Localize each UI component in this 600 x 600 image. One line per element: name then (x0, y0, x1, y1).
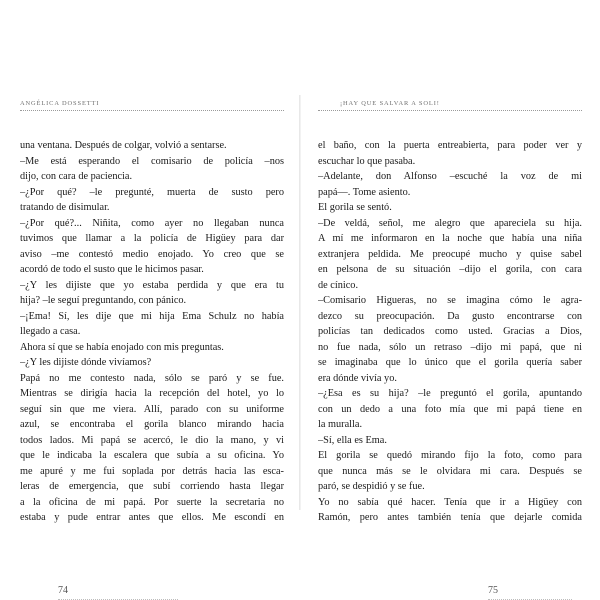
text-line: –De veldá, señol, me alegro que apareciela su hija. (318, 217, 582, 229)
running-head-title: ¡HAY QUE SALVAR A SOLI! (318, 100, 582, 111)
text-line: extranjera peldida. Me preocupé mucho y quise sabel (318, 248, 582, 260)
text-line: seguí sin que me viera. Allí, parado con su uniforme (20, 403, 284, 415)
text-line: –¿Por qué?... Niñita, como ayer no llegaban nunca (20, 217, 284, 229)
text-line: –¿Y les dijiste dónde vivíamos? (20, 357, 152, 368)
left-page (20, 100, 284, 596)
text-line: estaba y pude entrar antes que ellos. Me escondí en (20, 512, 284, 523)
text-line: una ventana. Después de colgar, volvió a sentarse. (20, 140, 227, 151)
text-line: –Adelante, don Alfonso –escuché la voz de mi (318, 171, 582, 182)
text-line: acordó de todo el susto que le hicimos pasar. (20, 264, 204, 275)
text-line: –¿Por qué? –le pregunté, muerta de susto pero (20, 186, 284, 198)
text-line: dezco su preocupación. Da gusto encontrarse con (318, 310, 582, 322)
text-line: se imaginaba que lo único que el gorila quería saber (318, 357, 582, 368)
page-number-right: 75 (488, 585, 572, 600)
left-page-body (20, 138, 284, 526)
text-line: Mientras se dirigía hacia la recepción del hotel, yo lo (20, 388, 284, 399)
text-line: leras de emergencia, que subí corriendo hasta llegar (20, 481, 284, 492)
text-line: El gorila se sentó. (318, 202, 392, 213)
text-line: Ramón, pero antes también tenía que dejarle comida (318, 512, 582, 523)
text-line: el baño, con la puerta entreabierta, para poder ver y (318, 140, 582, 151)
text-line: con un dedo a una foto mía que mi papá tiene en (318, 403, 582, 415)
right-page-body (318, 138, 582, 526)
text-line: papá—. Tome asiento. (318, 186, 411, 198)
text-line: todos lados. Mi papá se acercó, le dio la mano, y vi (20, 434, 284, 446)
text-line: azul, se encontraba el gorila blanco mirando hacia (20, 419, 284, 430)
text-line: que nunca más se le olvidara mi cara. Después se (318, 465, 582, 477)
text-line: –Me está esperando el comisario de policía –nos (20, 155, 284, 167)
text-line: hija? –le seguí preguntando, con pánico. (20, 295, 187, 306)
text-line: dijo, con cara de paciencia. (20, 171, 133, 182)
text-line: no fue nada, sólo un retraso –dijo mi papá, que ni (318, 341, 582, 353)
text-line: –¡Ema! Sí, les dije que mi hija Ema Schulz no había (20, 310, 284, 322)
text-line: –Comisario Higueras, no se imagina cómo le agra- (318, 295, 582, 306)
text-line: Yo no sabía qué hacer. Tenía que ir a Higüey con (318, 496, 582, 508)
text-line: llegado a casa. (20, 326, 81, 337)
text-line: –Sí, ella es Ema. (318, 434, 387, 446)
text-line: paró, se despidió y se fue. (318, 481, 425, 492)
text-line: Papá no me contesto nada, sólo se paró y se fue. (20, 372, 284, 384)
text-line: escuchar lo que pasaba. (318, 155, 416, 167)
page-number-left: 74 (58, 585, 178, 600)
text-line: –¿Esa es su hija? –le preguntó el gorila, apuntando (318, 388, 582, 399)
text-line: la muralla. (318, 419, 363, 430)
text-line: a la oficina de mi papá. Por suerte la secretaria no (20, 496, 284, 508)
text-line: tratando de disimular. (20, 202, 110, 213)
book-gutter (299, 95, 301, 510)
text-line: Ahora sí que se había enojado con mis preguntas. (20, 341, 224, 353)
text-line: me apuré y me fui soplada por detrás hacia las esca- (20, 465, 284, 477)
running-head-author: ANGÉLICA DOSSETTI (20, 100, 284, 111)
text-line: –¿Y les dijiste que yo estaba perdida y que era tu (20, 279, 284, 291)
text-line: que le indicaba la escalera que subía a su oficina. Yo (20, 450, 284, 461)
right-page (318, 100, 582, 596)
text-line: policías tan dedicados como usted. Gracias a Dios, (318, 326, 582, 337)
text-line: El gorila se quedó mirando fijo la foto, como para (318, 450, 582, 461)
text-line: en pelsona de su situación –dijo el gorila, con cara (318, 264, 582, 275)
text-line: tuvimos que llamar a la policía de Higüey para dar (20, 233, 284, 244)
text-line: aviso –me contestó medio enojado. Yo creo que se (20, 248, 284, 260)
text-line: de cínico. (318, 279, 359, 291)
text-line: era dónde vivía yo. (318, 372, 397, 384)
text-line: A mí me informaron en la noche que había una niña (318, 233, 582, 244)
